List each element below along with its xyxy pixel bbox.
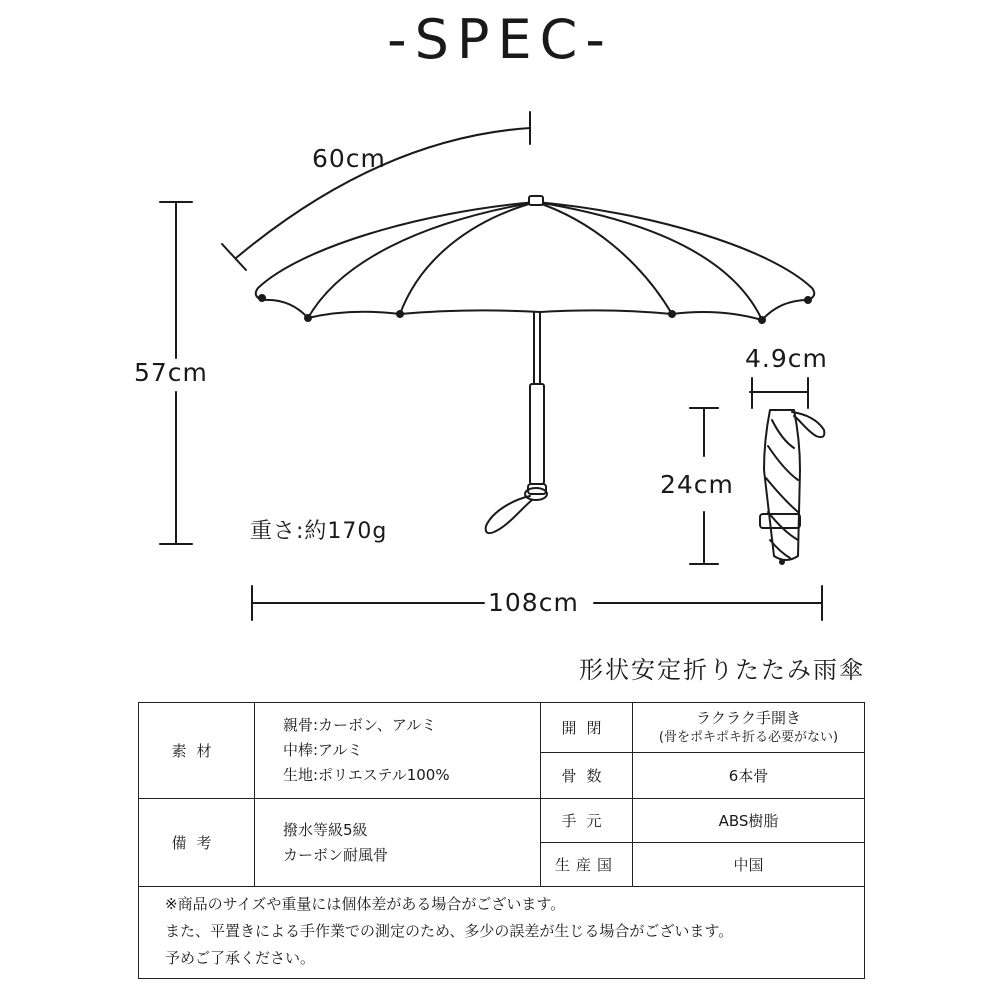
ribs-label: 骨数 bbox=[541, 753, 633, 799]
product-name: 形状安定折りたたみ雨傘 bbox=[579, 656, 865, 684]
weight-label: 重さ:約170g bbox=[250, 519, 388, 544]
open-close-sub: (骨をポキポキ折る必要がない) bbox=[658, 729, 839, 745]
notes-line: カーボン耐風骨 bbox=[283, 845, 389, 864]
open-close-label: 開閉 bbox=[541, 703, 633, 753]
notes-label: 備考 bbox=[139, 799, 255, 887]
origin-label: 生産国 bbox=[541, 843, 633, 887]
handle-value: ABS樹脂 bbox=[633, 799, 865, 843]
notes-line: 撥水等級5級 bbox=[283, 820, 368, 839]
spec-table bbox=[138, 702, 865, 979]
arc-dimension-line bbox=[222, 112, 530, 270]
folded-width-label: 4.9cm bbox=[745, 344, 828, 373]
umbrella-shaft bbox=[486, 312, 547, 533]
material-line: 親骨:カーボン、アルミ bbox=[283, 716, 437, 734]
height-dimension-label: 57cm bbox=[134, 358, 208, 387]
open-close-value bbox=[633, 703, 865, 753]
page-title: -SPEC- bbox=[387, 8, 613, 71]
width-dimension-label: 108cm bbox=[488, 588, 579, 617]
table-row bbox=[139, 799, 865, 843]
material-line: 生地:ポリエステル100% bbox=[283, 766, 450, 784]
umbrella-canopy bbox=[256, 196, 815, 323]
table-row bbox=[139, 703, 865, 753]
footnote-line: また、平置きによる手作業での測定のため、多少の誤差が生じる場合がございます。 bbox=[165, 922, 734, 940]
table-row bbox=[139, 887, 865, 979]
ribs-value: 6本骨 bbox=[633, 753, 865, 799]
open-close-main: ラクラク手開き bbox=[695, 708, 801, 727]
material-line: 中棒:アルミ bbox=[283, 741, 363, 759]
folded-length-label: 24cm bbox=[660, 470, 734, 499]
arc-dimension-label: 60cm bbox=[312, 144, 386, 173]
footnote-line: ※商品のサイズや重量には個体差がある場合がございます。 bbox=[165, 895, 566, 913]
material-value bbox=[255, 703, 541, 799]
footnote bbox=[139, 887, 865, 979]
origin-value: 中国 bbox=[633, 843, 865, 887]
handle-label: 手元 bbox=[541, 799, 633, 843]
material-label: 素材 bbox=[139, 703, 255, 799]
notes-value bbox=[255, 799, 541, 887]
footnote-line: 予めご了承ください。 bbox=[165, 949, 316, 967]
